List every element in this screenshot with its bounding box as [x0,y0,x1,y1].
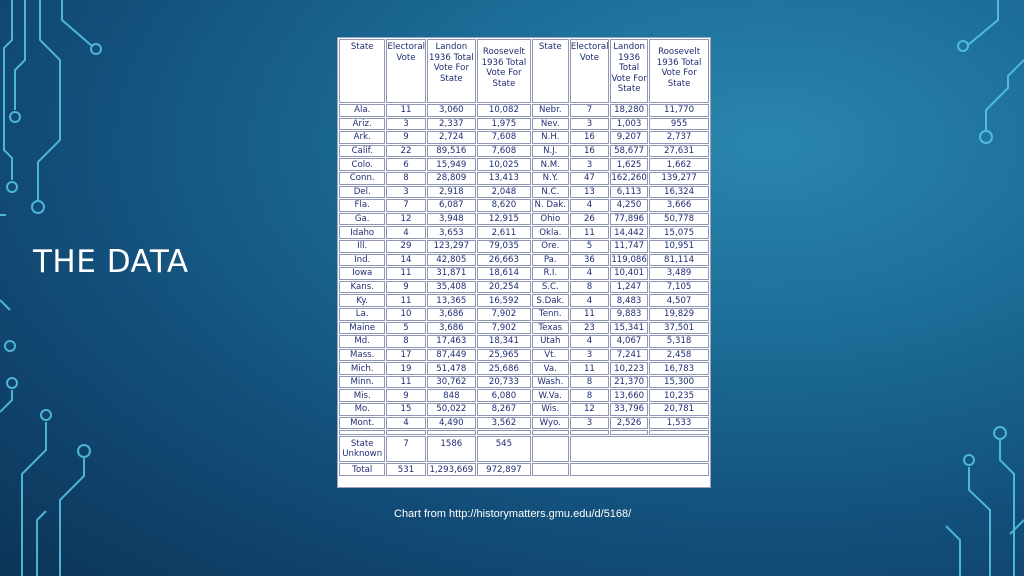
cell-roosevelt: 16,592 [477,294,531,307]
table-row [339,199,709,212]
header-row [339,39,709,103]
cell-landon: 848 [427,389,477,402]
total-label: Total [339,463,385,476]
cell-landon: 33,796 [610,403,648,416]
cell-electoral: 16 [570,131,609,144]
table-row [339,131,709,144]
cell-state: Mis. [339,389,385,402]
cell-roosevelt: 3,562 [477,417,531,430]
cell-electoral: 10 [386,308,425,321]
cell-state: Ga. [339,213,385,226]
cell-state: N.M. [532,158,569,171]
cell-roosevelt: 26,663 [477,254,531,267]
cell-roosevelt: 7,105 [649,281,709,294]
cell-electoral: 11 [386,267,425,280]
cell-roosevelt: 18,614 [477,267,531,280]
cell-landon: 15,949 [427,158,477,171]
cell-landon: 18,280 [610,104,648,117]
table-row [339,349,709,362]
cell-landon: 3,653 [427,226,477,239]
cell-electoral: 4 [570,267,609,280]
cell-electoral: 8 [570,389,609,402]
cell-state: Ind. [339,254,385,267]
cell-state: Ariz. [339,118,385,131]
cell-landon: 1,003 [610,118,648,131]
header-state: State [532,39,569,103]
cell-electoral: 14 [386,254,425,267]
cell-landon: 30,762 [427,376,477,389]
state-unknown-row [339,436,709,462]
cell-state: Ala. [339,104,385,117]
cell-state: Md. [339,335,385,348]
cell-roosevelt: 3,489 [649,267,709,280]
cell-landon: 10,223 [610,362,648,375]
cell-electoral: 17 [386,349,425,362]
table-row [339,376,709,389]
data-table [338,38,710,477]
unknown-landon: 1586 [427,436,477,462]
cell-roosevelt: 27,631 [649,145,709,158]
cell-landon: 7,241 [610,349,648,362]
table-row [339,322,709,335]
cell-roosevelt: 6,080 [477,389,531,402]
cell-state: Kans. [339,281,385,294]
total-roosevelt: 972,897 [477,463,531,476]
cell-roosevelt: 13,413 [477,172,531,185]
cell-landon: 3,686 [427,322,477,335]
cell-roosevelt: 20,781 [649,403,709,416]
table-row [339,417,709,430]
spacer-row [339,430,709,435]
cell-landon: 119,086 [611,254,647,265]
cell-landon: 1,247 [610,281,648,294]
cell-state: Ill. [339,240,385,253]
cell-landon: 4,250 [610,199,648,212]
cell-landon: 87,449 [427,349,477,362]
cell-roosevelt: 1,975 [477,118,531,131]
header-roosevelt-vote: Roosevelt 1936 Total Vote For State [477,39,531,103]
cell-roosevelt: 16,324 [649,186,709,199]
cell-state: Wis. [532,403,569,416]
cell-state: Ark. [339,131,385,144]
table-row [339,389,709,402]
cell-roosevelt: 79,035 [477,240,531,253]
cell-state: Mass. [339,349,385,362]
cell-landon: 2,918 [427,186,477,199]
cell-electoral: 4 [570,335,609,348]
unknown-electoral: 7 [386,436,425,462]
cell-roosevelt: 955 [649,118,709,131]
cell-roosevelt: 50,778 [649,213,709,226]
cell-landon: 77,896 [610,213,648,226]
header-state: State [339,39,385,103]
cell-landon: 28,809 [427,172,477,185]
cell-electoral: 9 [386,389,425,402]
cell-landon: 1,625 [610,158,648,171]
cell-landon: 4,490 [427,417,477,430]
cell-electoral: 3 [570,118,609,131]
cell-state: Ore. [532,240,569,253]
cell-state: Conn. [339,172,385,185]
cell-landon: 162,260 [611,173,647,184]
table-row [339,403,709,416]
cell-electoral: 47 [570,172,609,185]
cell-landon: 9,883 [610,308,648,321]
cell-electoral: 16 [570,145,609,158]
cell-roosevelt: 15,300 [649,376,709,389]
table-row [339,213,709,226]
cell-landon: 10,401 [610,267,648,280]
cell-electoral: 29 [386,240,425,253]
cell-roosevelt: 16,783 [649,362,709,375]
cell-electoral: 19 [386,362,425,375]
cell-roosevelt: 12,915 [477,213,531,226]
cell-state: Mont. [339,417,385,430]
cell-electoral: 4 [570,199,609,212]
cell-state: Nebr. [532,104,569,117]
header-electoral-vote: Electoral Vote [386,39,425,103]
table-row [339,308,709,321]
cell-state: La. [339,308,385,321]
blank-cell [570,463,709,476]
cell-roosevelt: 5,318 [649,335,709,348]
table-row [339,172,709,185]
cell-state: Texas [532,322,569,335]
cell-landon: 13,365 [427,294,477,307]
cell-state: Utah [532,335,569,348]
cell-state: N.H. [532,131,569,144]
cell-roosevelt: 7,902 [477,322,531,335]
cell-electoral: 3 [386,118,425,131]
cell-electoral: 8 [570,281,609,294]
cell-roosevelt: 25,965 [477,349,531,362]
table-row [339,362,709,375]
table-row [339,226,709,239]
table-row [339,104,709,117]
table-row [339,240,709,253]
cell-state: Minn. [339,376,385,389]
cell-state: S.Dak. [532,294,569,307]
cell-roosevelt: 10,082 [477,104,531,117]
cell-landon: 50,022 [427,403,477,416]
cell-electoral: 11 [570,308,609,321]
cell-electoral: 7 [570,104,609,117]
cell-state: Ky. [339,294,385,307]
election-data-table [337,37,711,488]
cell-electoral: 3 [570,349,609,362]
cell-landon: 2,724 [427,131,477,144]
cell-electoral: 12 [570,403,609,416]
cell-landon: 14,442 [610,226,648,239]
table-row [339,254,709,267]
cell-roosevelt: 2,611 [477,226,531,239]
cell-landon: 2,526 [610,417,648,430]
cell-electoral: 11 [386,104,425,117]
cell-roosevelt: 139,277 [649,172,709,185]
unknown-label: State Unknown [339,436,385,462]
header-roosevelt-vote: Roosevelt 1936 Total Vote For State [649,39,709,103]
cell-state: Ohio [532,213,569,226]
cell-roosevelt: 3,666 [649,199,709,212]
cell-roosevelt: 1,662 [649,158,709,171]
cell-landon: 15,341 [610,322,648,335]
cell-landon: 17,463 [427,335,477,348]
cell-state: S.C. [532,281,569,294]
cell-electoral: 4 [386,417,425,430]
cell-electoral: 8 [386,335,425,348]
cell-roosevelt: 7,902 [477,308,531,321]
cell-roosevelt: 7,608 [477,131,531,144]
cell-landon: 6,113 [610,186,648,199]
cell-state: Mich. [339,362,385,375]
cell-state: Mo. [339,403,385,416]
cell-electoral: 3 [570,417,609,430]
cell-landon: 123,297 [427,240,477,253]
table-row [339,118,709,131]
header-electoral-vote: Electoral Vote [570,39,609,103]
cell-state: N.Y. [532,172,569,185]
cell-landon: 9,207 [610,131,648,144]
cell-roosevelt: 4,507 [649,294,709,307]
total-landon: 1,293,669 [427,463,477,476]
cell-state: Del. [339,186,385,199]
cell-state: Maine [339,322,385,335]
table-row [339,145,709,158]
cell-state: R.I. [532,267,569,280]
cell-electoral: 23 [570,322,609,335]
cell-roosevelt: 8,620 [477,199,531,212]
cell-roosevelt: 25,686 [477,362,531,375]
cell-landon: 4,067 [610,335,648,348]
cell-electoral: 5 [386,322,425,335]
cell-state: Okla. [532,226,569,239]
cell-electoral: 13 [570,186,609,199]
cell-landon: 2,337 [427,118,477,131]
cell-landon: 42,805 [427,254,477,267]
cell-electoral: 3 [386,186,425,199]
cell-state: Wyo. [532,417,569,430]
total-row [339,463,709,476]
cell-state: Pa. [532,254,569,267]
cell-electoral: 11 [570,362,609,375]
cell-landon: 21,370 [610,376,648,389]
cell-landon: 3,686 [427,308,477,321]
cell-electoral: 11 [570,226,609,239]
blank-cell [532,436,569,462]
cell-electoral: 11 [386,294,425,307]
cell-electoral: 5 [570,240,609,253]
cell-state: Calif. [339,145,385,158]
cell-state: N. Dak. [532,199,569,212]
cell-roosevelt: 81,114 [649,254,709,267]
cell-electoral: 15 [386,403,425,416]
header-landon-vote: Landon 1936 Total Vote For State [610,39,648,103]
slide-title: THE DATA [33,244,189,280]
cell-landon: 51,478 [427,362,477,375]
cell-roosevelt: 10,235 [649,389,709,402]
cell-state: Wash. [532,376,569,389]
table-row [339,294,709,307]
blank-cell [532,463,569,476]
cell-roosevelt: 20,254 [477,281,531,294]
cell-roosevelt: 18,341 [477,335,531,348]
cell-electoral: 4 [386,226,425,239]
cell-landon: 3,948 [427,213,477,226]
cell-roosevelt: 2,737 [649,131,709,144]
table-row [339,281,709,294]
cell-roosevelt: 10,951 [649,240,709,253]
cell-roosevelt: 15,075 [649,226,709,239]
cell-electoral: 26 [570,213,609,226]
cell-state: Idaho [339,226,385,239]
cell-landon: 31,871 [427,267,477,280]
cell-landon: 58,677 [610,145,648,158]
cell-electoral: 9 [386,131,425,144]
cell-landon: 3,060 [427,104,477,117]
cell-state: Vt. [532,349,569,362]
cell-landon: 89,516 [427,145,477,158]
cell-electoral: 7 [386,199,425,212]
cell-electoral: 8 [386,172,425,185]
table-row [339,267,709,280]
cell-state: Colo. [339,158,385,171]
cell-roosevelt: 37,501 [649,322,709,335]
cell-electoral: 12 [386,213,425,226]
cell-state: Iowa [339,267,385,280]
cell-electoral: 4 [570,294,609,307]
cell-state: Fla. [339,199,385,212]
header-landon-vote: Landon 1936 Total Vote For State [427,39,477,103]
cell-roosevelt: 2,048 [477,186,531,199]
table-row [339,335,709,348]
cell-roosevelt: 8,267 [477,403,531,416]
cell-landon: 11,747 [610,240,648,253]
cell-state: W.Va. [532,389,569,402]
table-row [339,158,709,171]
total-electoral: 531 [386,463,425,476]
source-caption: Chart from http://historymatters.gmu.edu/d/5168/ [394,508,632,520]
cell-state: N.J. [532,145,569,158]
cell-roosevelt: 7,608 [477,145,531,158]
cell-roosevelt: 20,733 [477,376,531,389]
cell-landon: 35,408 [427,281,477,294]
cell-electoral: 8 [570,376,609,389]
cell-landon: 8,483 [610,294,648,307]
unknown-roosevelt: 545 [477,436,531,462]
cell-electoral: 6 [386,158,425,171]
cell-state: Va. [532,362,569,375]
table-row [339,186,709,199]
cell-roosevelt: 2,458 [649,349,709,362]
cell-state: Nev. [532,118,569,131]
cell-electoral: 36 [570,254,609,267]
cell-landon: 6,087 [427,199,477,212]
cell-state: N.C. [532,186,569,199]
cell-roosevelt: 10,025 [477,158,531,171]
cell-electoral: 9 [386,281,425,294]
cell-roosevelt: 1,533 [649,417,709,430]
blank-cell [570,436,709,462]
cell-state: Tenn. [532,308,569,321]
cell-roosevelt: 19,829 [649,308,709,321]
cell-landon: 13,660 [610,389,648,402]
cell-electoral: 11 [386,376,425,389]
cell-roosevelt: 11,770 [649,104,709,117]
cell-electoral: 22 [386,145,425,158]
cell-electoral: 3 [570,158,609,171]
